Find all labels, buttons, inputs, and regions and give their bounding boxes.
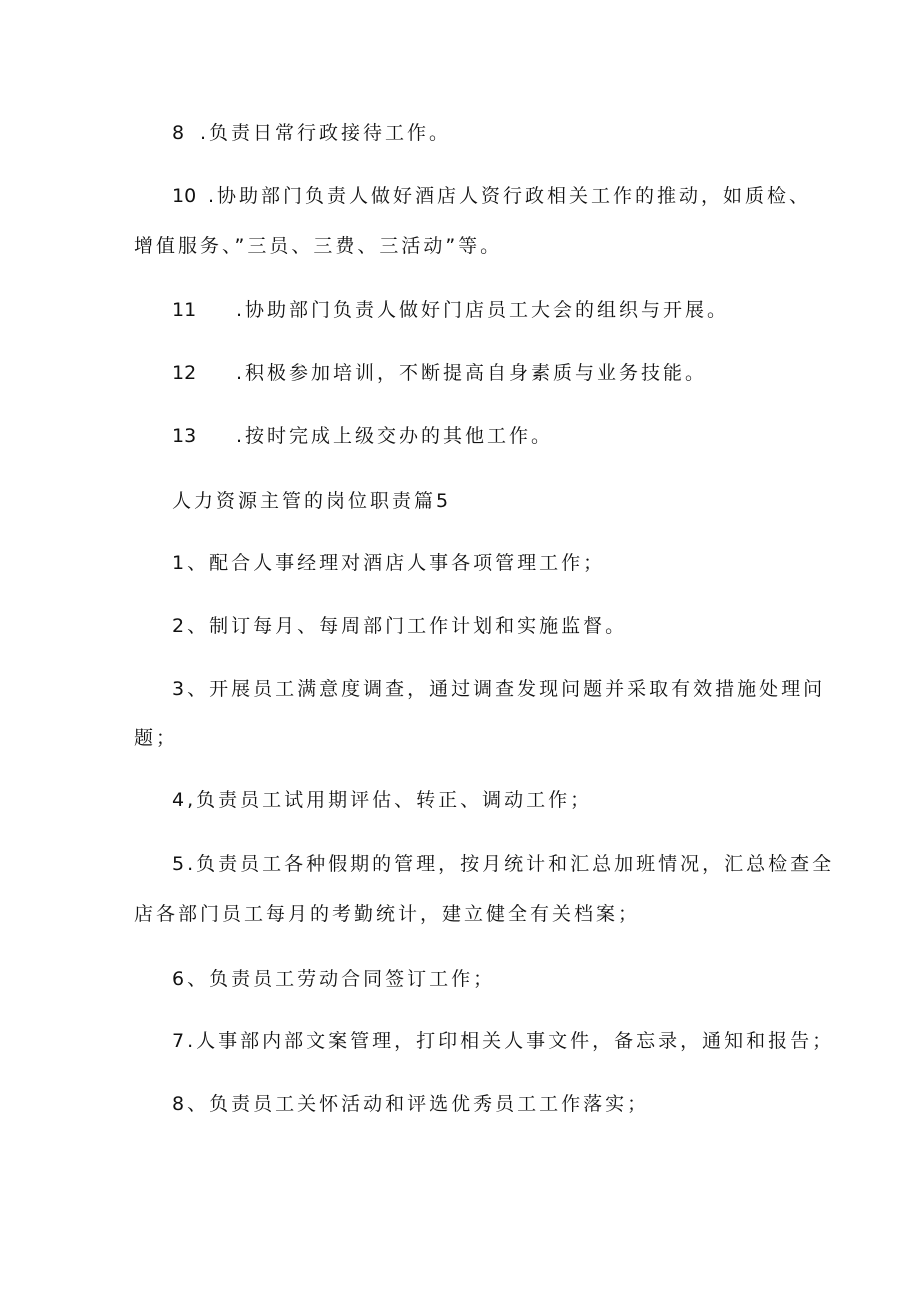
item-text: .协助部门负责人做好酒店人资行政相关工作的推动，如质检、 — [208, 185, 812, 207]
item-text: .负责日常行政接待工作。 — [200, 122, 452, 144]
list-item: 8、负责员工关怀活动和评选优秀员工工作落实； — [172, 1093, 650, 1115]
item-number: 12 — [172, 362, 197, 384]
item-text: .按时完成上级交办的其他工作。 — [236, 425, 554, 447]
list-item-continuation: 增值服务、”三员、三费、三活动”等。 — [134, 235, 503, 257]
list-item — [172, 361, 707, 385]
item-number: 8 — [172, 122, 185, 144]
list-item — [172, 424, 553, 448]
section-heading: 人力资源主管的岗位职责篇5 — [172, 490, 452, 512]
list-item-continuation: 店各部门员工每月的考勤统计，建立健全有关档案； — [134, 903, 641, 925]
list-item: 2、制订每月、每周部门工作计划和实施监督。 — [172, 615, 628, 637]
list-item-continuation: 题； — [134, 727, 179, 749]
list-item: 6、负责员工劳动合同签订工作； — [172, 968, 496, 990]
list-item: 1、配合人事经理对酒店人事各项管理工作； — [172, 552, 606, 574]
item-number: 13 — [172, 425, 197, 447]
item-text: .协助部门负责人做好门店员工大会的组织与开展。 — [236, 299, 730, 321]
list-item: 4,负责员工试用期评估、转正、调动工作； — [172, 789, 593, 811]
list-item — [172, 184, 811, 208]
list-item: 3、开展员工满意度调查，通过调查发现问题并采取有效措施处理问 — [172, 678, 826, 700]
list-item: 5.负责员工各种假期的管理，按月统计和汇总加班情况，汇总检查全 — [172, 853, 835, 875]
item-text: .积极参加培训，不断提高自身素质与业务技能。 — [236, 362, 708, 384]
list-item — [172, 121, 451, 145]
item-number: 10 — [172, 185, 197, 207]
list-item — [172, 298, 729, 322]
list-item: 7.人事部内部文案管理，打印相关人事文件，备忘录，通知和报告； — [172, 1030, 835, 1052]
item-number: 11 — [172, 299, 197, 321]
